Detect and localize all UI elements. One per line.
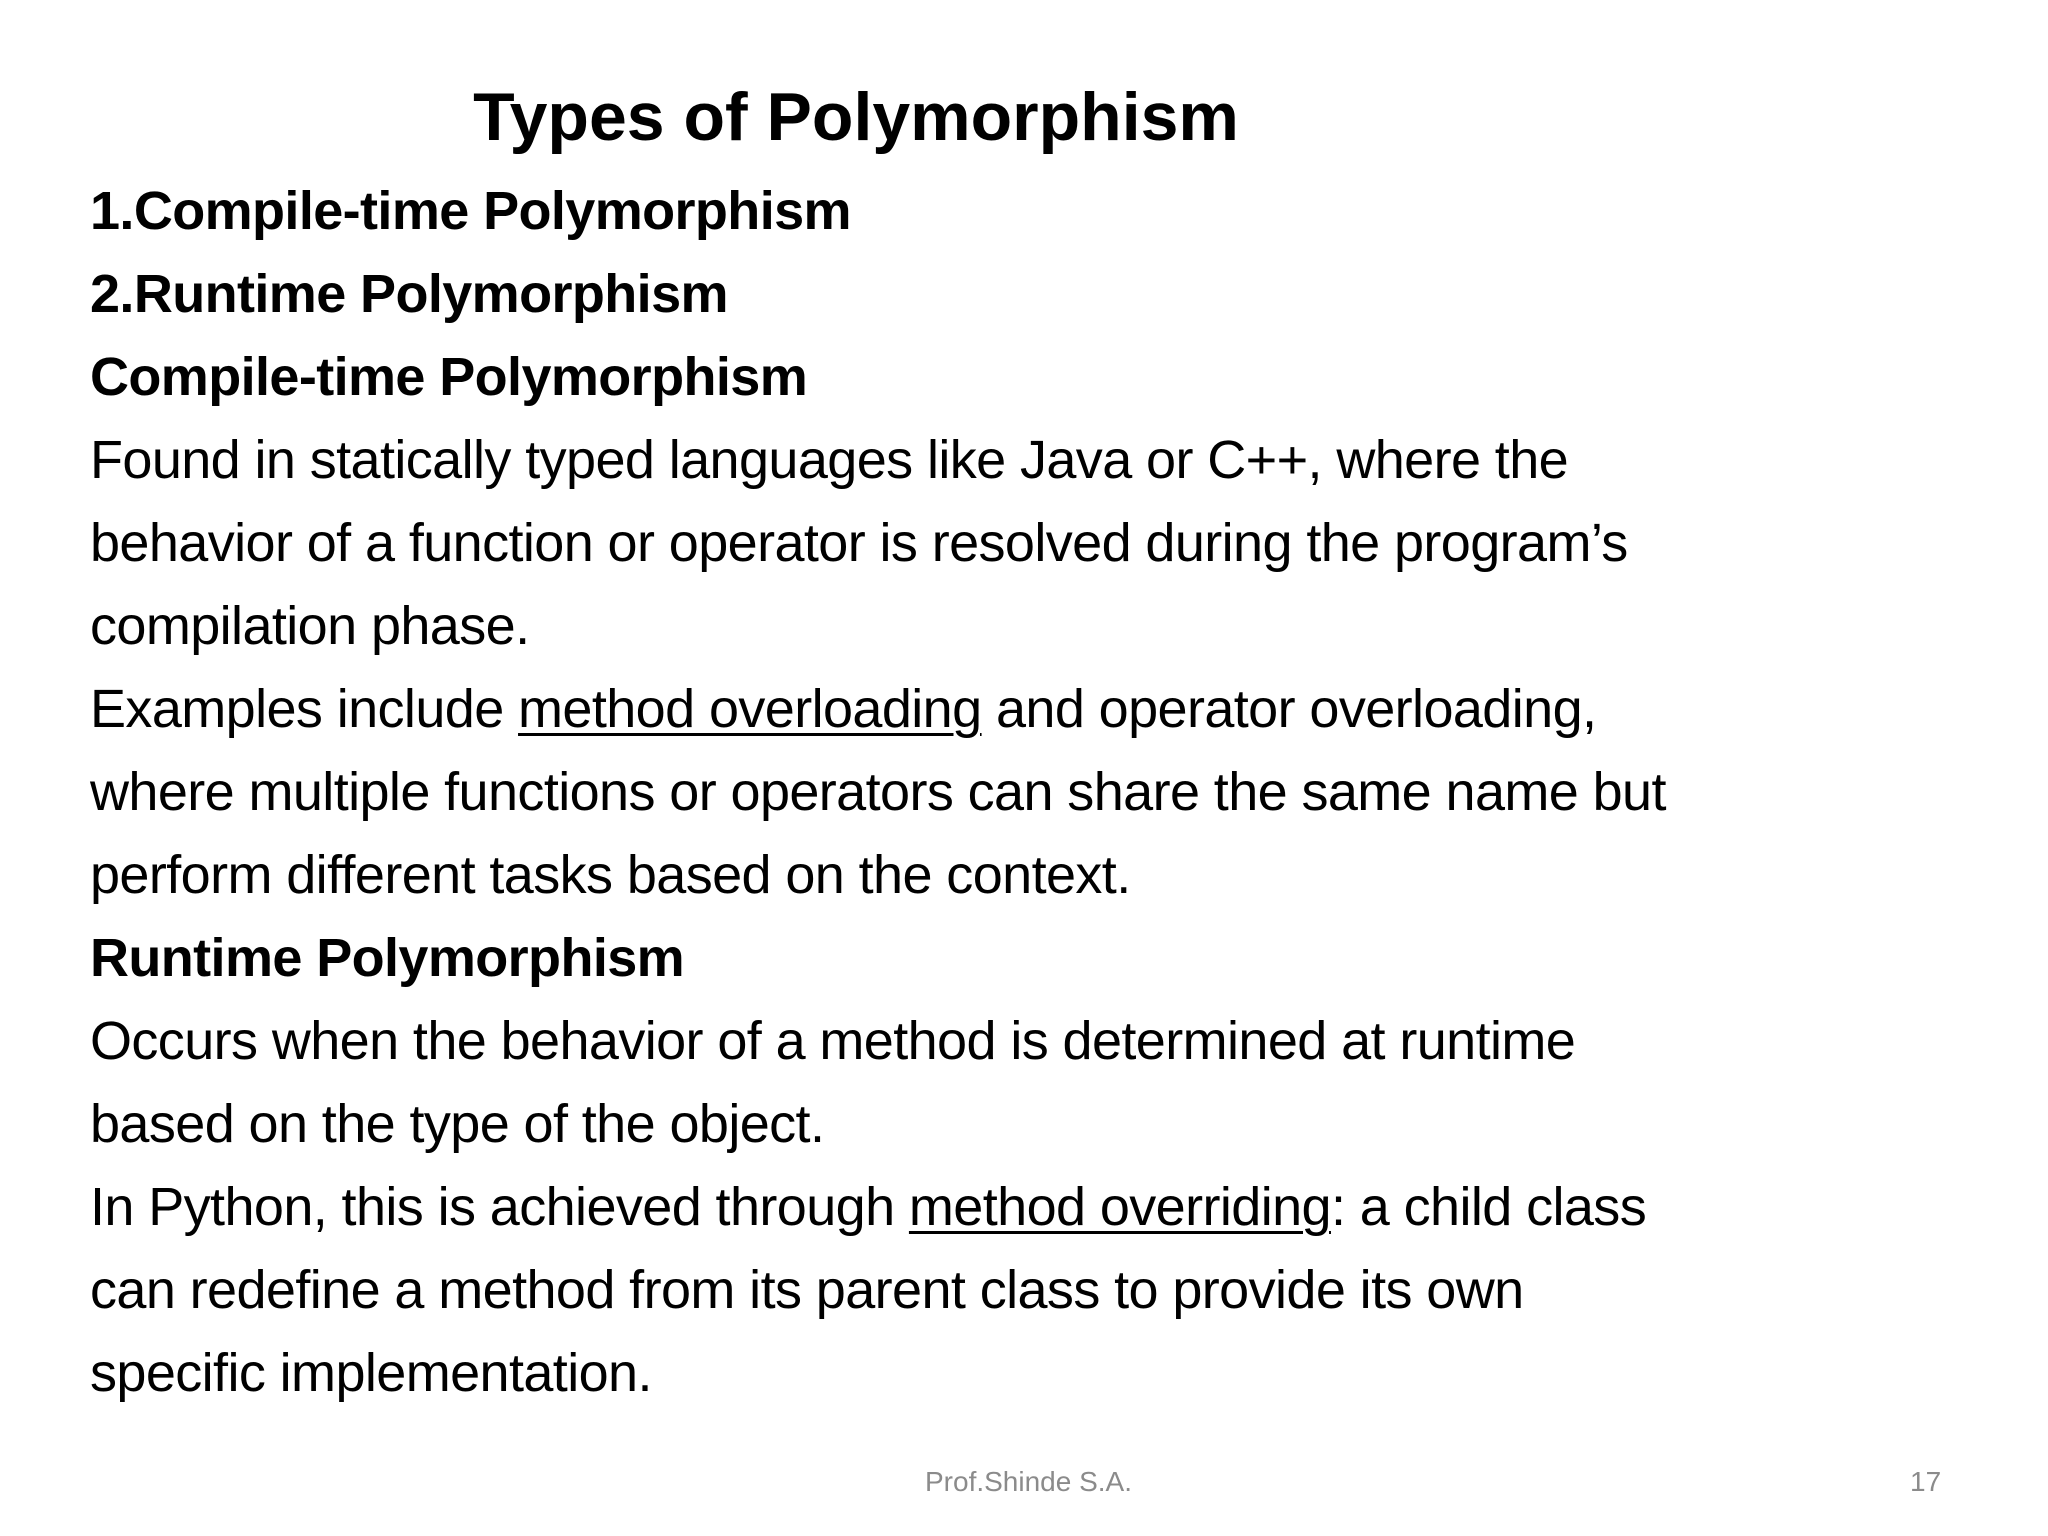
list-item: 1.Compile-time Polymorphism [90, 181, 851, 241]
examples-text: and operator overloading, [981, 679, 1597, 739]
slide-body [90, 170, 2020, 1415]
python-line [90, 1166, 2020, 1249]
method-overriding-link[interactable]: method overriding [908, 1177, 1331, 1237]
slide-title: Types of Polymorphism [473, 79, 1239, 155]
examples-text: perform different tasks based on the context. [90, 845, 1131, 905]
compile-time-text: behavior of a function or operator is resolved during the program’s [90, 513, 1628, 573]
list-item: 2.Runtime Polymorphism [90, 264, 728, 324]
compile-time-text: compilation phase. [90, 596, 530, 656]
runtime-text: based on the type of the object. [90, 1094, 825, 1154]
runtime-heading: Runtime Polymorphism [90, 928, 685, 988]
python-text: : a child class [1330, 1177, 1647, 1237]
compile-time-text: Found in statically typed languages like Java or C++, where the [90, 430, 1569, 490]
page-number: 17 [1910, 1466, 1942, 1497]
compile-time-heading: Compile-time Polymorphism [90, 347, 808, 407]
python-text: specific implementation. [90, 1343, 652, 1403]
method-overloading-link[interactable]: method overloading [518, 679, 982, 739]
runtime-text: Occurs when the behavior of a method is determined at runtime [90, 1011, 1576, 1071]
examples-line [90, 668, 2020, 751]
python-text: In Python, this is achieved through [90, 1177, 909, 1237]
examples-text: Examples include [90, 679, 519, 739]
footer-author: Prof.Shinde S.A. [925, 1466, 1133, 1497]
examples-text: where multiple functions or operators can share the same name but [90, 762, 1666, 822]
python-text: can redefine a method from its parent class to provide its own [90, 1260, 1524, 1320]
